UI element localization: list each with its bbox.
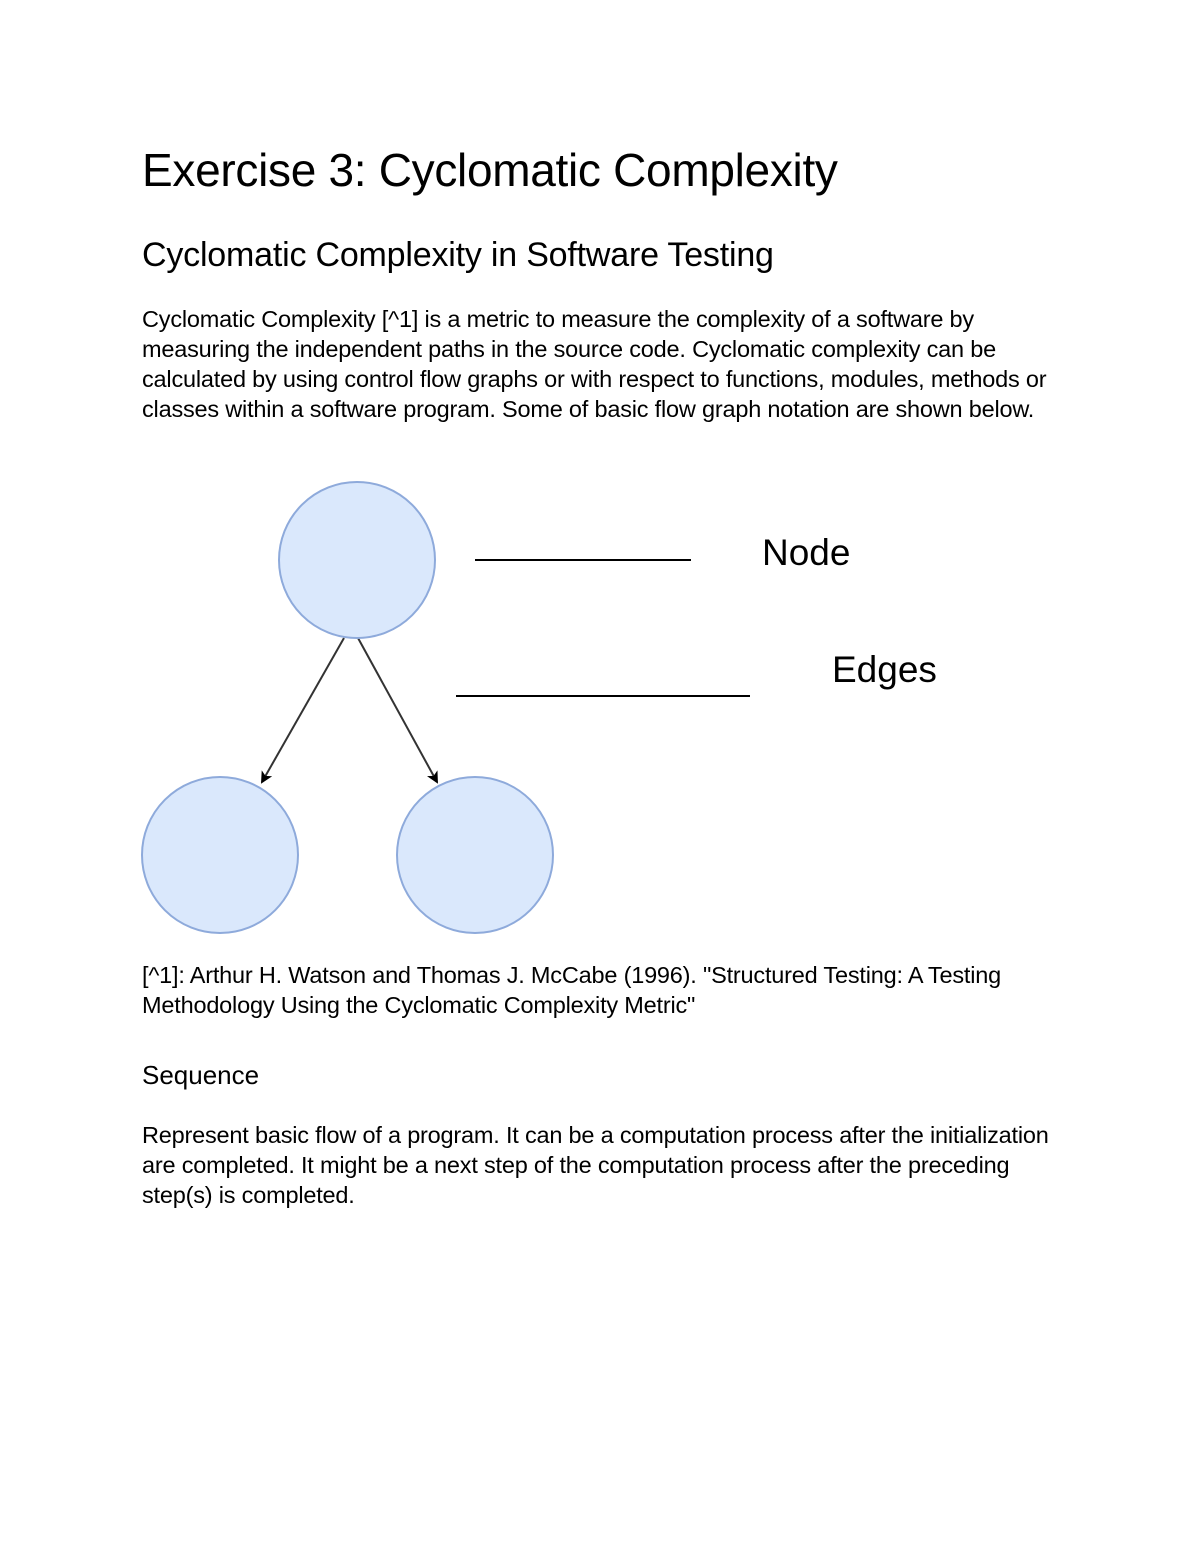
page-title: Exercise 3: Cyclomatic Complexity [142,144,838,196]
node-top [279,482,435,638]
node-label: Node [762,532,851,573]
flow-graph-diagram [0,460,1200,950]
section-subtitle: Cyclomatic Complexity in Software Testing [142,236,774,274]
footnote-reference: [^1]: Arthur H. Watson and Thomas J. McCabe (1996). "Structured Testing: A Testing Methodology Using the Cyclomatic Complexity Metric" [142,962,1001,1018]
node-bottom-left [142,777,298,933]
sequence-heading: Sequence [142,1060,260,1090]
intro-paragraph: Cyclomatic Complexity [^1] is a metric to measure the complexity of a software by measuring the independent paths in the source code. Cyclomatic complexity can be calculated by using control flow graphs or with respect to functions, modules, methods or classes within a software program. Some of basic flow graph notation are shown below. [142,306,1047,422]
edge-left [262,638,344,782]
sequence-paragraph: Represent basic flow of a program. It can be a computation process after the initialization are completed. It might be a next step of the computation process after the preceding step(s) is completed. [142,1122,1049,1208]
edge-right [358,638,437,782]
edges-label: Edges [832,649,937,690]
node-bottom-right [397,777,553,933]
